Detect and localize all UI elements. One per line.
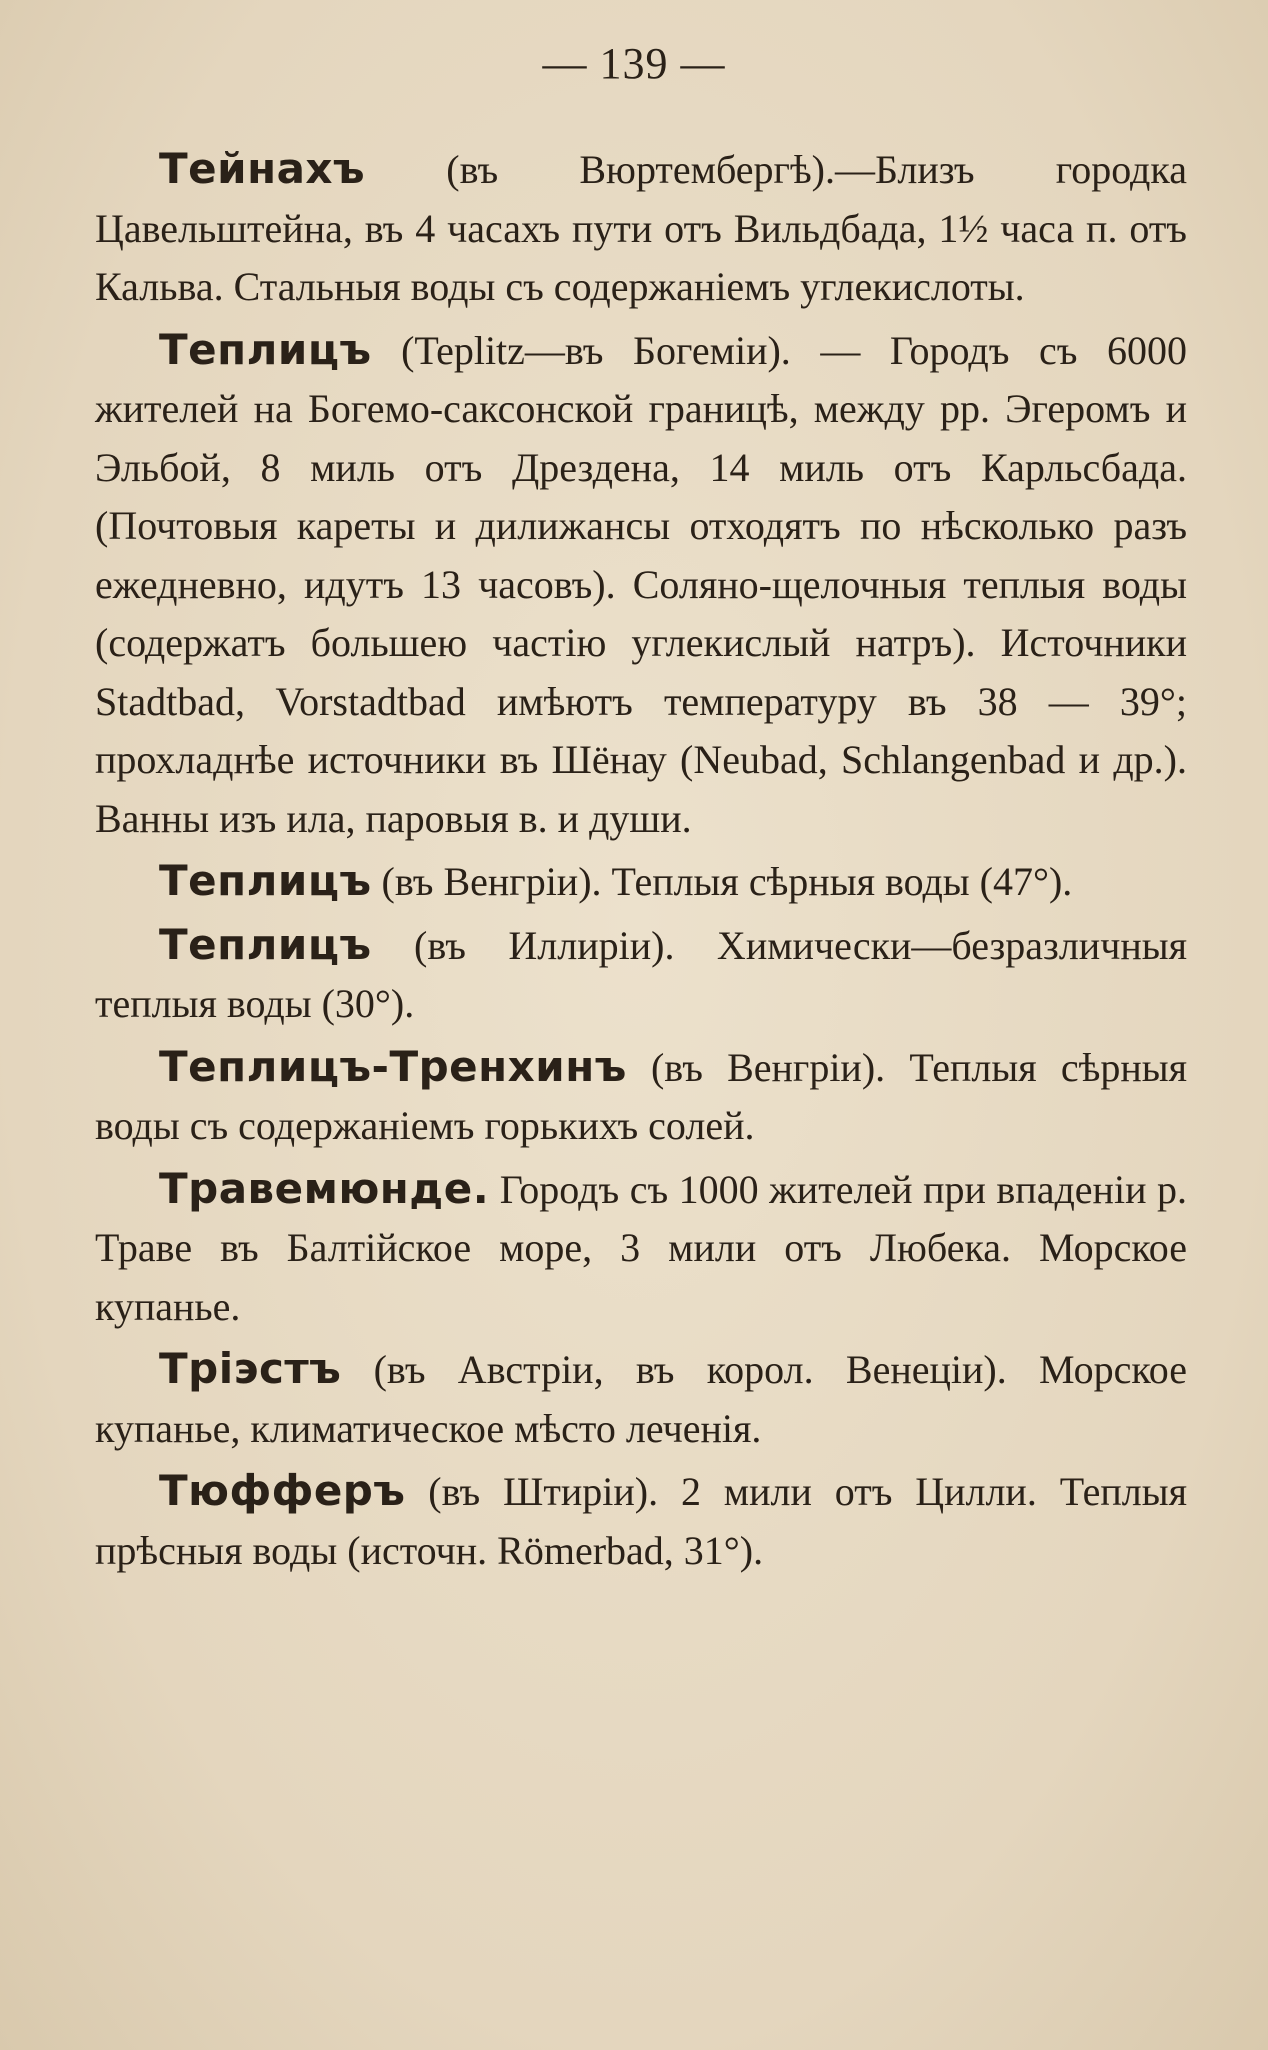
entry-term: Тюфферъ xyxy=(159,1466,406,1515)
entry-term: Трiэстъ xyxy=(159,1344,342,1393)
entry-travemuende xyxy=(95,1160,1187,1337)
page-text xyxy=(95,140,1187,1584)
entry-text: (въ Венгрiи). Теплыя сѣрныя воды (47°). xyxy=(371,859,1073,904)
entry-text: (Teplitz—въ Богемiи). — Городъ съ 6000 жителей на Богемо-саксонской границѣ, между рр. Эгеромъ и Эльбой, 8 миль отъ Дрездена, 14 миль отъ Карльсбада. (Почтовыя кареты и дилижансы отходятъ по нѣсколько разъ ежедневно, идутъ 13 часовъ). Соляно-щелочныя теплыя воды (содержатъ большею частiю углекислый натръ). Источники Stadtbad, Vorstadtbad имѣютъ температуру въ 38 — 39°; прохладнѣе источники въ Шёнау (Neubad, Schlangenbad и др.). Ванны изъ ила, паровыя в. и души. xyxy=(95,327,1187,841)
entry-teplitz-trenchin xyxy=(95,1038,1187,1156)
entry-term: Теплицъ-Тренхинъ xyxy=(159,1041,627,1091)
entry-text: (въ Вюртембергѣ).—Близъ городка Цавельштейна, въ 4 часахъ пути отъ Вильдбада, 1½ часа п. отъ Кальва. Стальныя воды съ содержанiемъ углекислоты. xyxy=(95,147,1187,309)
entry-tueffer xyxy=(95,1462,1187,1580)
entry-term: Тейнахъ xyxy=(159,144,366,193)
page-number: — 139 — xyxy=(542,39,726,88)
entry-text: (въ Иллирiи). Химически—безразличныя теплыя воды (30°). xyxy=(95,922,1187,1026)
entry-teplitz-illyria xyxy=(95,916,1187,1034)
entry-teplitz-bohemia xyxy=(95,321,1187,849)
entry-term: Теплицъ xyxy=(159,919,372,969)
entry-text: (въ Австрiи, въ корол. Венецiи). Морское купанье, климатическое мѣсто леченiя. xyxy=(95,1347,1187,1451)
entry-teplitz-hungary xyxy=(95,852,1187,912)
entry-term: Травемюнде. xyxy=(159,1163,490,1213)
entry-trieste xyxy=(95,1340,1187,1458)
entry-term: Теплицъ xyxy=(159,324,372,374)
entry-text: (въ Штирiи). 2 мили отъ Цилли. Теплыя прѣсныя воды (источн. Römerbad, 31°). xyxy=(95,1469,1187,1573)
entry-teinach xyxy=(95,140,1187,317)
entry-text: Городъ съ 1000 жителей при впаденiи р. Траве въ Балтiйское море, 3 мили отъ Любека. Морское купанье. xyxy=(95,1166,1187,1329)
entry-term: Теплицъ xyxy=(159,856,372,905)
entry-text: (въ Венгрiи). Теплыя сѣрныя воды съ содержанiемъ горькихъ солей. xyxy=(95,1044,1187,1148)
